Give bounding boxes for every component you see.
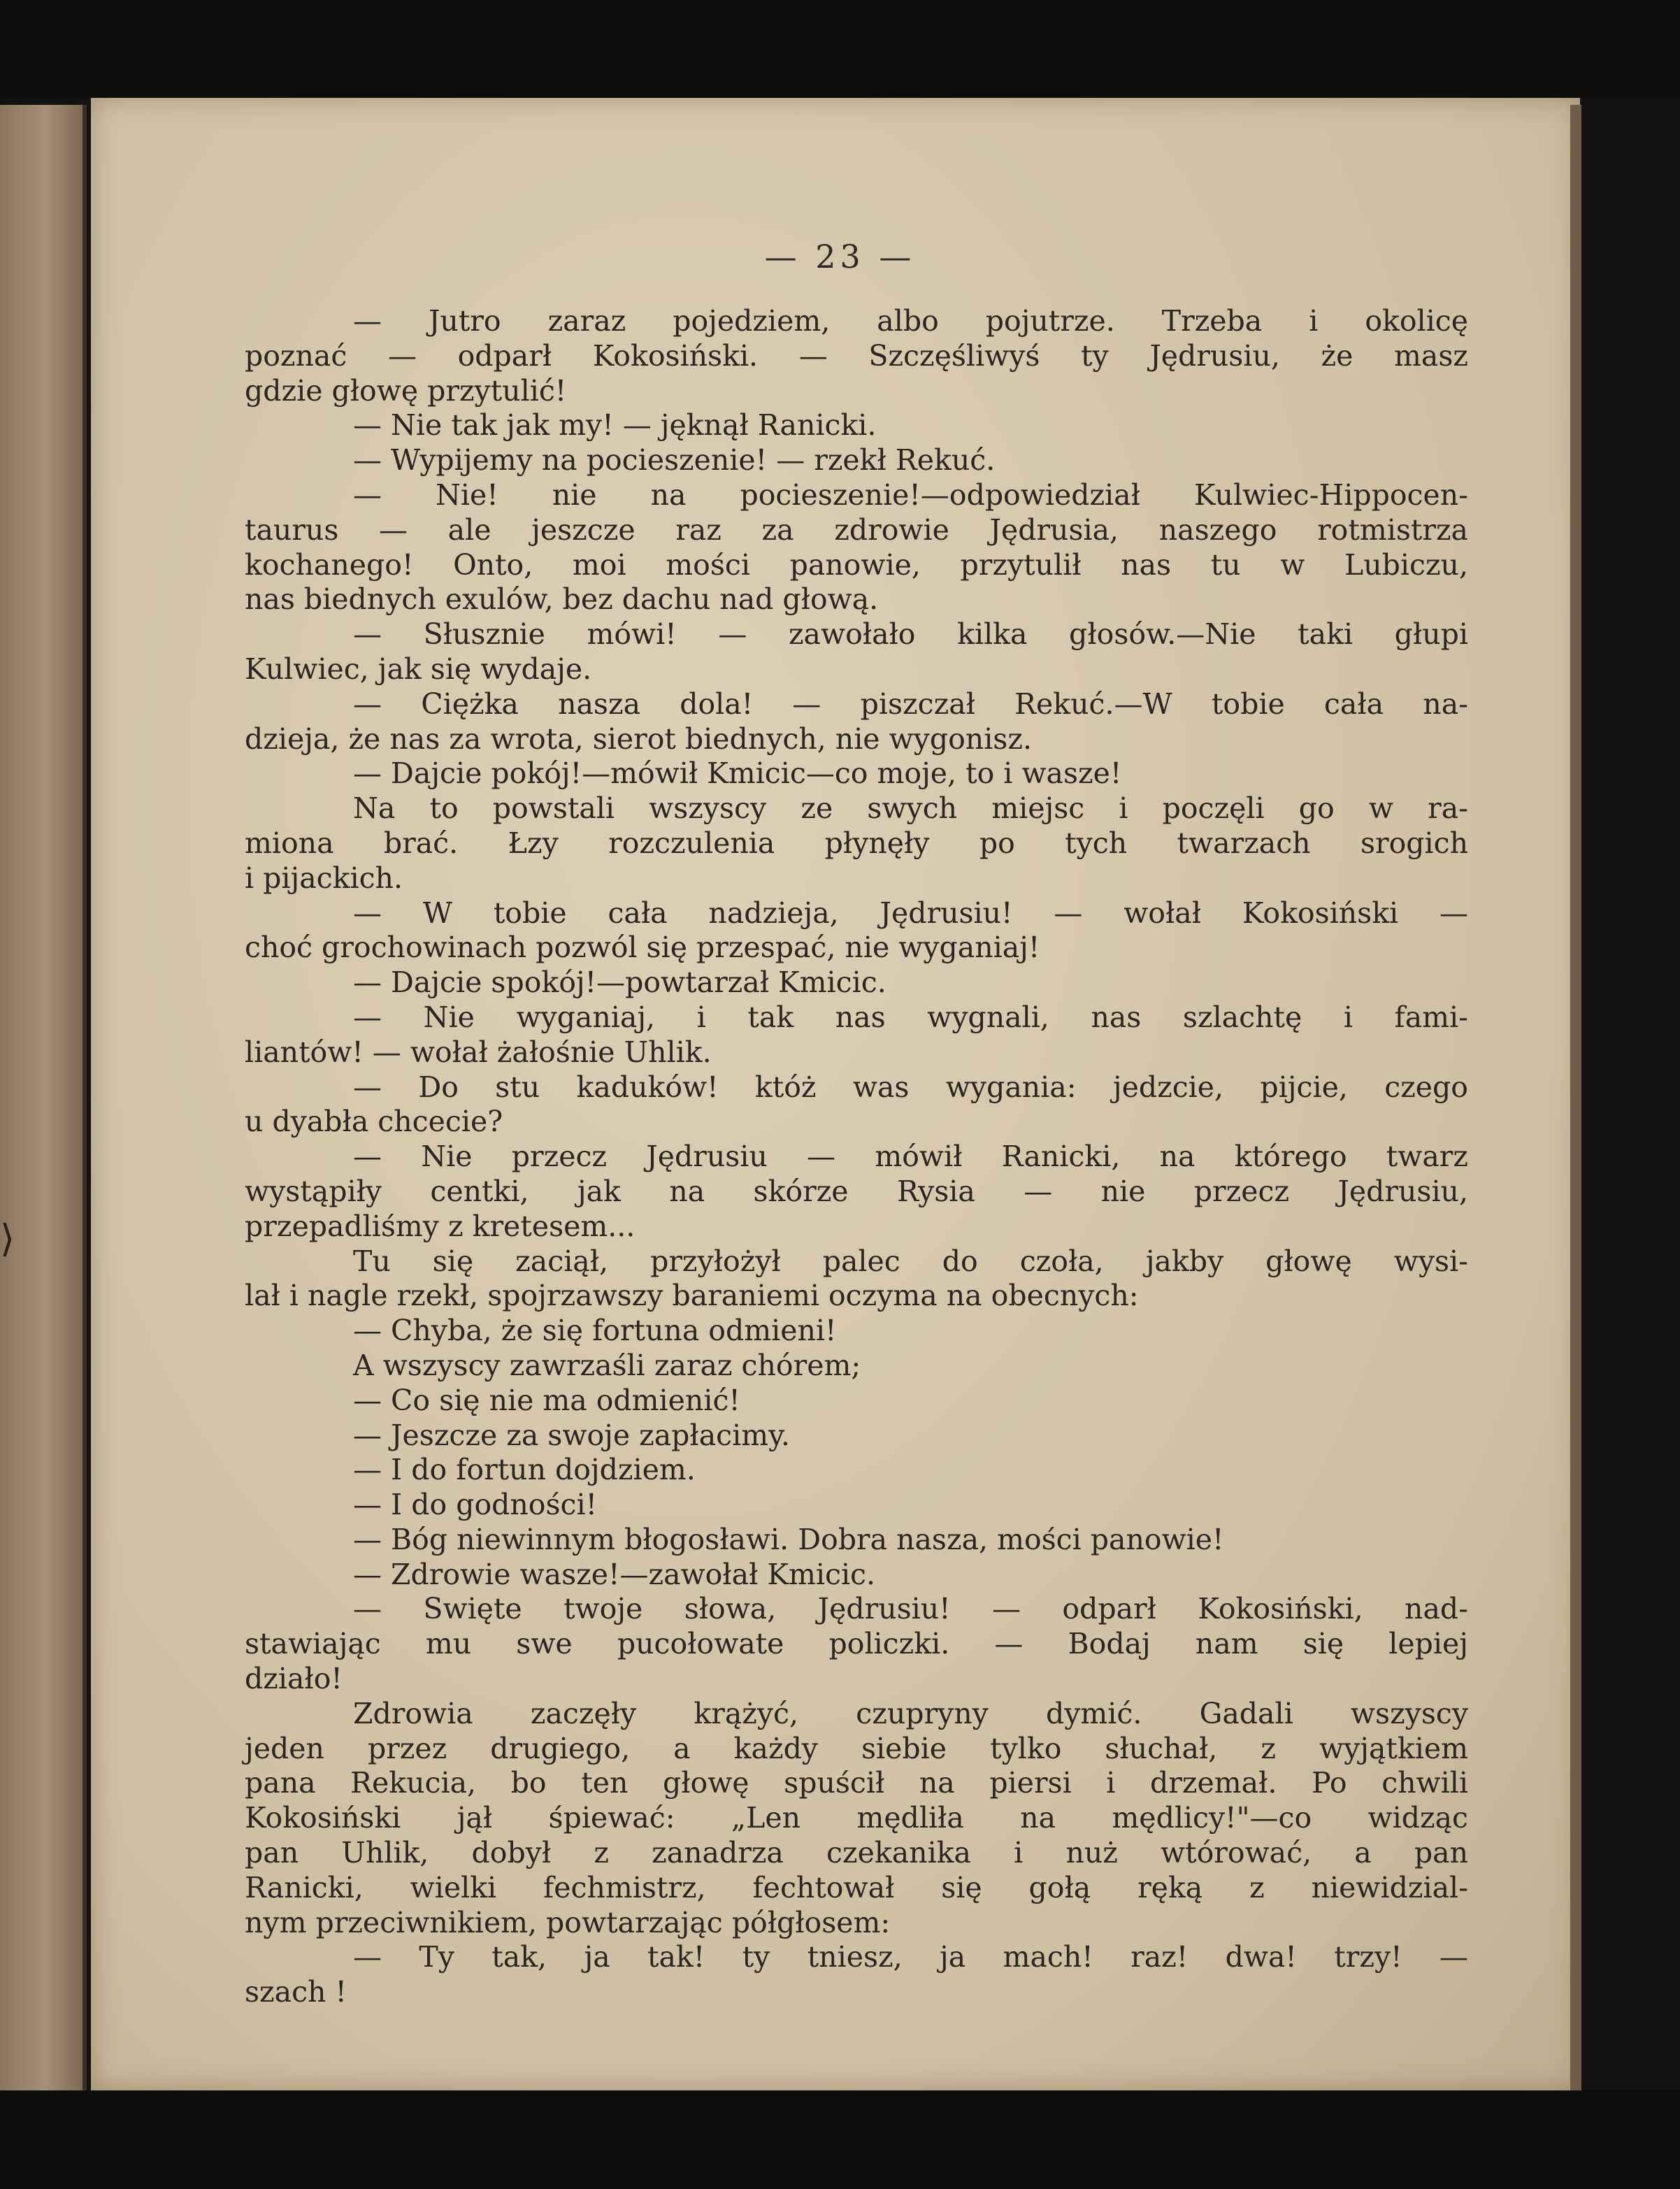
text-line: — Jeszcze za swoje zapłacimy.: [353, 1418, 790, 1452]
text-line: nym przeciwnikiem, powtarzając półgłosem:: [245, 1905, 891, 1939]
text-line: dzieja, że nas za wrota, sierot biednych, nie wygonisz.: [245, 722, 1032, 756]
text-line: kochanego! Onto, moi mości panowie, przytulił nas tu w Lubiczu,: [245, 547, 1468, 582]
text-line: Ranicki, wielki fechmistrz, fechtował się gołą ręką z niewidzial-: [245, 1870, 1468, 1904]
text-line: — Dajcie pokój!—mówił Kmicic—co moje, to i wasze!: [353, 756, 1122, 791]
text-line: — Ciężka nasza dola! — piszczał Rekuć.—W tobie cała na-: [353, 687, 1468, 721]
page-number: — 23 —: [764, 238, 916, 275]
text-line: wystąpiły centki, jak na skórze Rysia — nie przecz Jędrusiu,: [245, 1174, 1468, 1208]
text-line: A wszyscy zawrzaśli zaraz chórem;: [353, 1348, 861, 1382]
text-line: i pijackich.: [245, 861, 403, 895]
text-line: działo!: [245, 1662, 343, 1696]
text-line: nas biednych exulów, bez dachu nad głową.: [245, 582, 879, 617]
text-line: gdzie głowę przytulić!: [245, 373, 567, 408]
text-line: pan Uhlik, dobył z zanadrza czekanika i nuż wtórować, a pan: [245, 1836, 1468, 1870]
text-line: liantów! — wołał żałośnie Uhlik.: [245, 1035, 712, 1069]
text-line: — Nie! nie na pocieszenie!—odpowiedział Kulwiec-Hippocen-: [353, 478, 1468, 512]
text-line: u dyabła chcecie?: [245, 1105, 503, 1139]
page-text: [245, 304, 1468, 2010]
text-line: poznać — odparł Kokosiński. — Szczęśliwyś ty Jędrusiu, że masz: [245, 338, 1468, 373]
scan-background-top: [0, 0, 1680, 98]
text-line: — Swięte twoje słowa, Jędrusiu! — odparł Kokosiński, nad-: [353, 1592, 1468, 1626]
text-line: — Nie wyganiaj, i tak nas wygnali, nas szlachtę i fami-: [353, 1000, 1468, 1034]
text-line: — Zdrowie wasze!—zawołał Kmicic.: [353, 1557, 876, 1591]
text-line: Na to powstali wszyscy ze swych miejsc i poczęli go w ra-: [353, 791, 1468, 826]
text-line: Kokosiński jął śpiewać: „Len mędliła na mędlicy!"—co widząc: [245, 1801, 1468, 1835]
text-line: lał i nagle rzekł, spojrzawszy baraniemi oczyma na obecnych:: [245, 1279, 1139, 1313]
text-line: — Nie tak jak my! — jęknął Ranicki.: [353, 408, 877, 443]
text-line: choć grochowinach pozwól się przespać, nie wyganiaj!: [245, 931, 1040, 965]
text-line: — Bóg niewinnym błogosławi. Dobra nasza, mości panowie!: [353, 1522, 1224, 1556]
text-line: — Nie przecz Jędrusiu — mówił Ranicki, na którego twarz: [353, 1140, 1468, 1174]
text-line: — Co się nie ma odmienić!: [353, 1383, 740, 1417]
text-line: — Do stu kaduków! któż was wygania: jedzcie, pijcie, czego: [353, 1070, 1468, 1104]
text-line: — Wypijemy na pocieszenie! — rzekł Rekuć.: [353, 443, 996, 478]
text-line: — I do fortun dojdziem.: [353, 1453, 696, 1487]
text-line: miona brać. Łzy rozczulenia płynęły po tych twarzach srogich: [245, 826, 1468, 860]
text-line: stawiając mu swe pucołowate policzki. — Bodaj nam się lepiej: [245, 1627, 1468, 1661]
text-line: — I do godności!: [353, 1488, 598, 1522]
margin-mark: ⟩: [0, 1216, 15, 1261]
page-edge: [1570, 105, 1581, 2090]
text-line: — Ty tak, ja tak! ty tniesz, ja mach! raz! dwa! trzy! —: [353, 1940, 1468, 1974]
text-line: — W tobie cała nadzieja, Jędrusiu! — wołał Kokosiński —: [353, 896, 1468, 930]
previous-page-edge: [0, 105, 87, 2090]
text-line: — Jutro zaraz pojedziem, albo pojutrze. Trzeba i okolicę: [353, 304, 1468, 338]
text-line: taurus — ale jeszcze raz za zdrowie Jędrusia, naszego rotmistrza: [245, 512, 1468, 547]
text-line: pana Rekucia, bo ten głowę spuścił na piersi i drzemał. Po chwili: [245, 1766, 1468, 1800]
text-line: — Dajcie spokój!—powtarzał Kmicic.: [353, 966, 886, 1000]
text-line: przepadliśmy z kretesem...: [245, 1209, 636, 1243]
text-line: Tu się zaciął, przyłożył palec do czoła, jakby głowę wysi-: [353, 1244, 1468, 1278]
scan-background-bottom: [0, 2090, 1680, 2189]
text-line: szach !: [245, 1975, 347, 2009]
text-line: — Chyba, że się fortuna odmieni!: [353, 1314, 837, 1348]
text-line: Zdrowia zaczęły krążyć, czupryny dymić. Gadali wszyscy: [353, 1696, 1468, 1730]
text-line: — Słusznie mówi! — zawołało kilka głosów.—Nie taki głupi: [353, 617, 1468, 652]
text-line: Kulwiec, jak się wydaje.: [245, 652, 592, 686]
text-line: jeden przez drugiego, a każdy siebie tylko słuchał, z wyjątkiem: [245, 1731, 1468, 1765]
